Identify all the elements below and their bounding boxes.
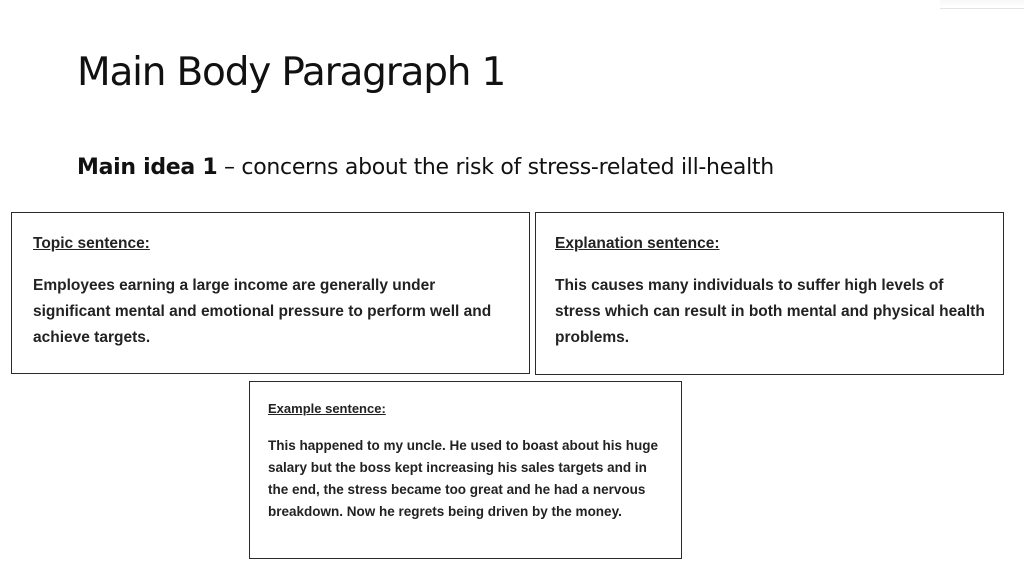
main-idea-text: concerns about the risk of stress-related ill-health bbox=[241, 155, 774, 180]
explanation-sentence-box bbox=[535, 212, 1004, 375]
explanation-sentence-body: This causes many individuals to suffer high levels of stress which can result in both mental and physical health problems. bbox=[555, 277, 985, 346]
main-idea-separator: – bbox=[217, 155, 242, 180]
slide-title: Main Body Paragraph 1 bbox=[77, 50, 506, 95]
slide-corner-decoration bbox=[940, 0, 1024, 9]
topic-sentence-heading: Topic sentence: bbox=[33, 235, 150, 252]
main-idea-line bbox=[77, 155, 774, 181]
main-idea-label: Main idea 1 bbox=[77, 155, 218, 180]
example-sentence-body: This happened to my uncle. He used to boast about his huge salary but the boss kept increasing his sales targets and in the end, the stress became too great and he had a nervous breakdown. Now he regrets being driven by the money. bbox=[268, 438, 659, 519]
topic-sentence-box bbox=[11, 212, 530, 374]
example-sentence-heading: Example sentence: bbox=[268, 401, 386, 416]
example-sentence-box bbox=[249, 381, 682, 559]
topic-sentence-body: Employees earning a large income are generally under significant mental and emotional pressure to perform well and achieve targets. bbox=[33, 277, 492, 346]
explanation-sentence-heading: Explanation sentence: bbox=[555, 235, 720, 252]
